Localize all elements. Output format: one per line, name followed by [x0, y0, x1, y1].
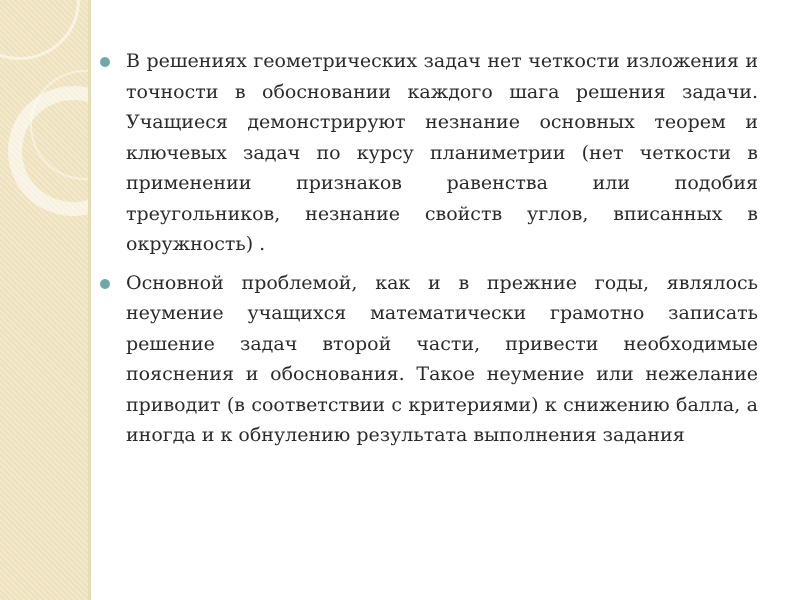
bullet-item — [100, 46, 758, 260]
decorative-ring — [0, 0, 80, 60]
bullet-dot-icon — [100, 279, 110, 289]
slide-body — [100, 46, 758, 459]
bullet-item — [100, 268, 758, 451]
bullet-text: В решениях геометрических задач нет четкости изложения и точности в обосновании каждого шага решения задачи. Учащиеся демонстрируют незнание основных теорем и ключевых задач по курсу планиметрии (нет четкости в применении признаков равенства или подобия треугольников, незнание свойств углов, вписанных в окружность) . — [126, 50, 758, 255]
bullet-text: Основной проблемой, как и в прежние годы, являлось неумение учащихся математически грамотно записать решение задач второй части, привести необходимые пояснения и обоснования. Такое неумение или нежелание приводит (в соответствии с критериями) к снижению балла, а иногда и к обнулению результата выполнения задания — [126, 271, 758, 446]
bullet-dot-icon — [100, 57, 110, 67]
decorative-ring — [8, 86, 88, 216]
panel-divider — [88, 0, 91, 600]
decorative-side-panel — [0, 0, 88, 600]
